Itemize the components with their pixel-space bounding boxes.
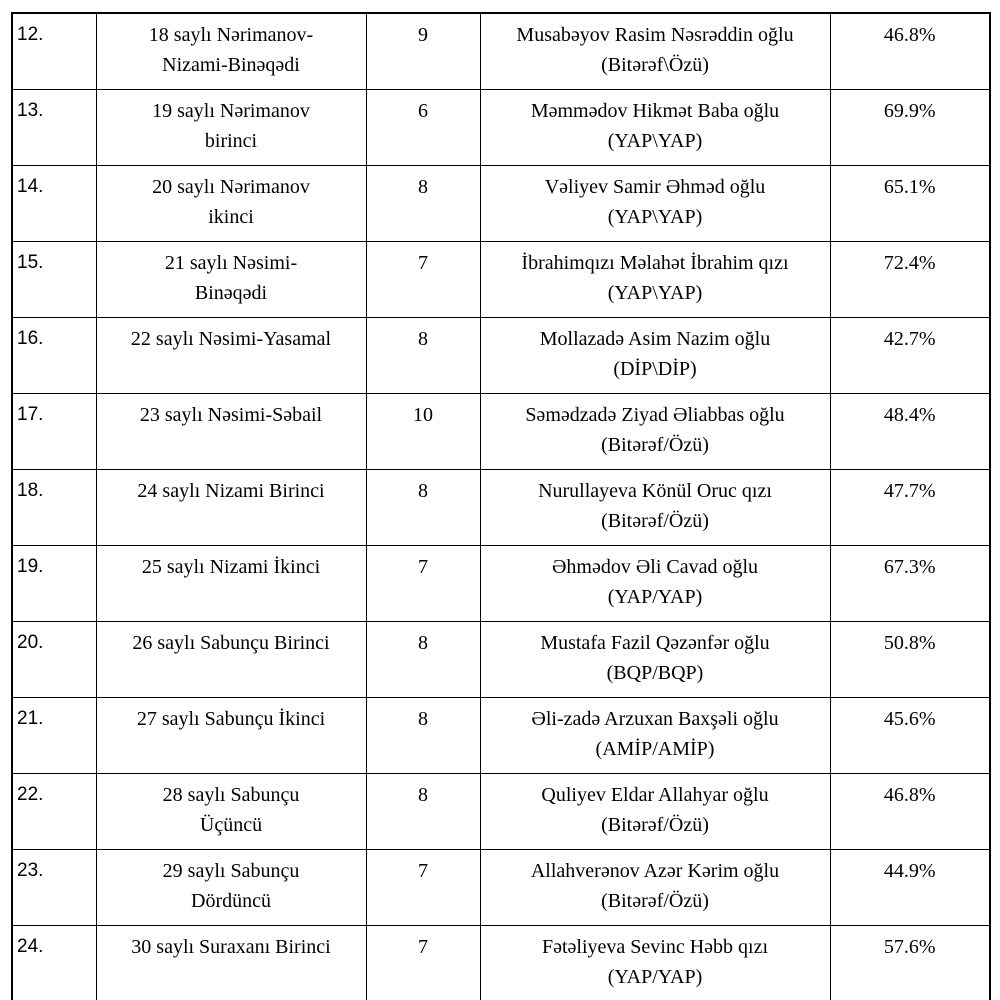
- row-number-cell: [12, 241, 96, 317]
- district-cell: [96, 241, 366, 317]
- row-number-cell-line: 19.: [17, 555, 44, 577]
- district-cell-line: 21 saylı Nəsimi-: [164, 251, 298, 274]
- percent-cell: [830, 849, 990, 925]
- row-number-cell-line: 24.: [17, 935, 44, 957]
- candidate-count-cell: [366, 393, 480, 469]
- percent-cell-line: 65.1%: [883, 175, 936, 198]
- winner-cell-line: (AMİP/AMİP): [595, 737, 715, 760]
- percent-cell: [830, 925, 990, 1000]
- candidate-count-cell-line: 8: [418, 707, 428, 730]
- winner-cell-line: Əli-zadə Arzuxan Baxşəli oğlu: [531, 707, 779, 730]
- winner-cell-line: Fətəliyeva Sevinc Həbb qızı: [541, 935, 769, 958]
- district-cell: [96, 773, 366, 849]
- winner-cell-line: (YAP\YAP): [607, 281, 703, 304]
- row-number-cell-line: 17.: [17, 403, 44, 425]
- district-cell: [96, 165, 366, 241]
- candidate-count-cell: [366, 697, 480, 773]
- candidate-count-cell: [366, 89, 480, 165]
- row-number-cell-line: 16.: [17, 327, 44, 349]
- candidate-count-cell: [366, 773, 480, 849]
- percent-cell: [830, 241, 990, 317]
- percent-cell-line: 46.8%: [883, 24, 936, 46]
- candidate-count-cell-line: 8: [418, 783, 428, 806]
- district-cell-line: birinci: [204, 129, 258, 152]
- table-row: [12, 621, 990, 697]
- winner-cell-line: Nurullayeva Könül Oruc qızı: [538, 479, 772, 502]
- district-cell: [96, 849, 366, 925]
- row-number-cell: [12, 317, 96, 393]
- percent-cell-line: 72.4%: [883, 251, 936, 274]
- row-number-cell: [12, 773, 96, 849]
- candidate-count-cell-line: 7: [418, 555, 428, 578]
- winner-cell: [480, 849, 830, 925]
- winner-cell: [480, 697, 830, 773]
- table-row: [12, 773, 990, 849]
- winner-cell: [480, 469, 830, 545]
- winner-cell: [480, 317, 830, 393]
- percent-cell-line: 57.6%: [883, 935, 936, 958]
- winner-cell-line: (Bitərəf\Özü): [601, 54, 709, 76]
- row-number-cell-line: 14.: [17, 175, 44, 197]
- row-number-cell: [12, 925, 96, 1000]
- percent-cell: [830, 317, 990, 393]
- district-cell-line: Üçüncü: [199, 813, 263, 836]
- winner-cell-line: İbrahimqızı Məlahət İbrahim qızı: [521, 251, 789, 274]
- winner-cell-line: (Bitərəf/Özü): [601, 433, 709, 456]
- winner-cell-line: Mustafa Fazil Qəzənfər oğlu: [540, 631, 770, 654]
- candidate-count-cell-line: 7: [418, 859, 428, 882]
- table-row: [12, 697, 990, 773]
- candidate-count-cell-line: 8: [418, 175, 428, 198]
- row-number-cell-line: 13.: [17, 99, 44, 121]
- district-cell-line: 27 saylı Sabunçu İkinci: [136, 707, 326, 730]
- winner-cell: [480, 13, 830, 89]
- candidate-count-cell: [366, 621, 480, 697]
- row-number-cell: [12, 545, 96, 621]
- winner-cell-line: (YAP\YAP): [607, 129, 703, 152]
- percent-cell: [830, 13, 990, 89]
- table-row: [12, 393, 990, 469]
- percent-cell: [830, 697, 990, 773]
- candidate-count-cell: [366, 241, 480, 317]
- row-number-cell-line: 15.: [17, 251, 44, 273]
- district-cell-line: 20 saylı Nərimanov: [152, 175, 310, 198]
- candidate-count-cell: [366, 317, 480, 393]
- winner-cell-line: Səmədzadə Ziyad Əliabbas oğlu: [525, 403, 785, 426]
- candidate-count-cell-line: 8: [418, 479, 428, 502]
- winner-cell-line: Musabəyov Rasim Nəsrəddin oğlu: [516, 24, 794, 46]
- percent-cell-line: 67.3%: [883, 555, 936, 578]
- district-cell-line: 24 saylı Nizami Birinci: [137, 479, 325, 502]
- district-cell-line: 29 saylı Sabunçu: [162, 859, 300, 882]
- row-number-cell: [12, 165, 96, 241]
- row-number-cell-line: 23.: [17, 859, 44, 881]
- percent-cell-line: 42.7%: [883, 327, 936, 350]
- table-row: [12, 925, 990, 1000]
- district-cell-line: 26 saylı Sabunçu Birinci: [132, 631, 330, 654]
- district-cell-line: 22 saylı Nəsimi-Yasamal: [130, 327, 332, 350]
- percent-cell-line: 47.7%: [883, 479, 936, 502]
- district-cell: [96, 393, 366, 469]
- percent-cell-line: 44.9%: [883, 859, 936, 882]
- percent-cell: [830, 773, 990, 849]
- candidate-count-cell-line: 10: [413, 403, 433, 426]
- row-number-cell-line: 21.: [17, 707, 44, 729]
- candidate-count-cell: [366, 469, 480, 545]
- winner-cell-line: Vəliyev Samir Əhməd oğlu: [544, 175, 766, 198]
- percent-cell: [830, 621, 990, 697]
- percent-cell-line: 50.8%: [883, 631, 936, 654]
- table-row: [12, 469, 990, 545]
- candidate-count-cell: [366, 925, 480, 1000]
- district-cell-line: 23 saylı Nəsimi-Səbail: [139, 403, 323, 426]
- row-number-cell: [12, 393, 96, 469]
- candidate-count-cell-line: 7: [418, 251, 428, 274]
- candidate-count-cell: [366, 849, 480, 925]
- winner-cell-line: (YAP/YAP): [607, 585, 703, 608]
- winner-cell: [480, 165, 830, 241]
- winner-cell-line: Məmmədov Hikmət Baba oğlu: [530, 99, 780, 122]
- winner-cell-line: (BQP/BQP): [606, 661, 704, 684]
- row-number-cell: [12, 469, 96, 545]
- table-row: [12, 545, 990, 621]
- winner-cell-line: (YAP/YAP): [607, 965, 703, 988]
- district-cell: [96, 925, 366, 1000]
- candidate-count-cell: [366, 545, 480, 621]
- district-cell: [96, 697, 366, 773]
- winner-cell: [480, 393, 830, 469]
- candidate-count-cell-line: 9: [418, 24, 428, 46]
- winner-cell: [480, 241, 830, 317]
- winner-cell: [480, 925, 830, 1000]
- district-cell-line: 25 saylı Nizami İkinci: [141, 555, 321, 578]
- district-cell-line: Binəqədi: [194, 281, 268, 304]
- winner-cell: [480, 621, 830, 697]
- election-results-table: [11, 12, 991, 1000]
- table-row: [12, 849, 990, 925]
- row-number-cell: [12, 849, 96, 925]
- candidate-count-cell: [366, 13, 480, 89]
- winner-cell-line: (Bitərəf/Özü): [601, 813, 709, 836]
- candidate-count-cell-line: 8: [418, 327, 428, 350]
- district-cell-line: 18 saylı Nərimanov-: [148, 24, 314, 46]
- district-cell-line: ikinci: [208, 205, 254, 228]
- table-row: [12, 89, 990, 165]
- district-cell-line: Dördüncü: [191, 889, 271, 912]
- winner-cell-line: Əhmədov Əli Cavad oğlu: [551, 555, 759, 578]
- district-cell-line: Nizami-Binəqədi: [162, 54, 300, 76]
- table-row: [12, 317, 990, 393]
- percent-cell-line: 45.6%: [883, 707, 936, 730]
- percent-cell-line: 46.8%: [883, 783, 936, 806]
- percent-cell-line: 69.9%: [883, 99, 936, 122]
- percent-cell-line: 48.4%: [883, 403, 936, 426]
- results-table-body: [12, 13, 990, 1000]
- row-number-cell: [12, 89, 96, 165]
- candidate-count-cell: [366, 165, 480, 241]
- percent-cell: [830, 545, 990, 621]
- candidate-count-cell-line: 7: [418, 935, 428, 958]
- percent-cell: [830, 469, 990, 545]
- row-number-cell: [12, 621, 96, 697]
- winner-cell-line: Mollazadə Asim Nazim oğlu: [539, 327, 771, 350]
- table-row: [12, 13, 990, 89]
- winner-cell-line: Quliyev Eldar Allahyar oğlu: [541, 783, 769, 806]
- row-number-cell-line: 22.: [17, 783, 44, 805]
- winner-cell-line: (Bitərəf/Özü): [601, 889, 709, 912]
- district-cell-line: 19 saylı Nərimanov: [152, 99, 310, 122]
- percent-cell: [830, 89, 990, 165]
- row-number-cell: [12, 697, 96, 773]
- district-cell-line: 28 saylı Sabunçu: [162, 783, 300, 806]
- district-cell-line: 30 saylı Suraxanı Birinci: [131, 935, 331, 958]
- district-cell: [96, 13, 366, 89]
- row-number-cell: [12, 13, 96, 89]
- district-cell: [96, 545, 366, 621]
- candidate-count-cell-line: 8: [418, 631, 428, 654]
- row-number-cell-line: 12.: [17, 24, 44, 45]
- winner-cell: [480, 773, 830, 849]
- winner-cell-line: (Bitərəf/Özü): [601, 509, 709, 532]
- district-cell: [96, 317, 366, 393]
- percent-cell: [830, 165, 990, 241]
- district-cell: [96, 469, 366, 545]
- row-number-cell-line: 20.: [17, 631, 44, 653]
- district-cell: [96, 89, 366, 165]
- percent-cell: [830, 393, 990, 469]
- row-number-cell-line: 18.: [17, 479, 44, 501]
- winner-cell-line: (YAP\YAP): [607, 205, 703, 228]
- table-row: [12, 165, 990, 241]
- winner-cell-line: Allahverənov Azər Kərim oğlu: [530, 859, 780, 882]
- winner-cell: [480, 89, 830, 165]
- candidate-count-cell-line: 6: [418, 99, 428, 122]
- district-cell: [96, 621, 366, 697]
- winner-cell-line: (DİP\DİP): [613, 357, 697, 380]
- table-row: [12, 241, 990, 317]
- winner-cell: [480, 545, 830, 621]
